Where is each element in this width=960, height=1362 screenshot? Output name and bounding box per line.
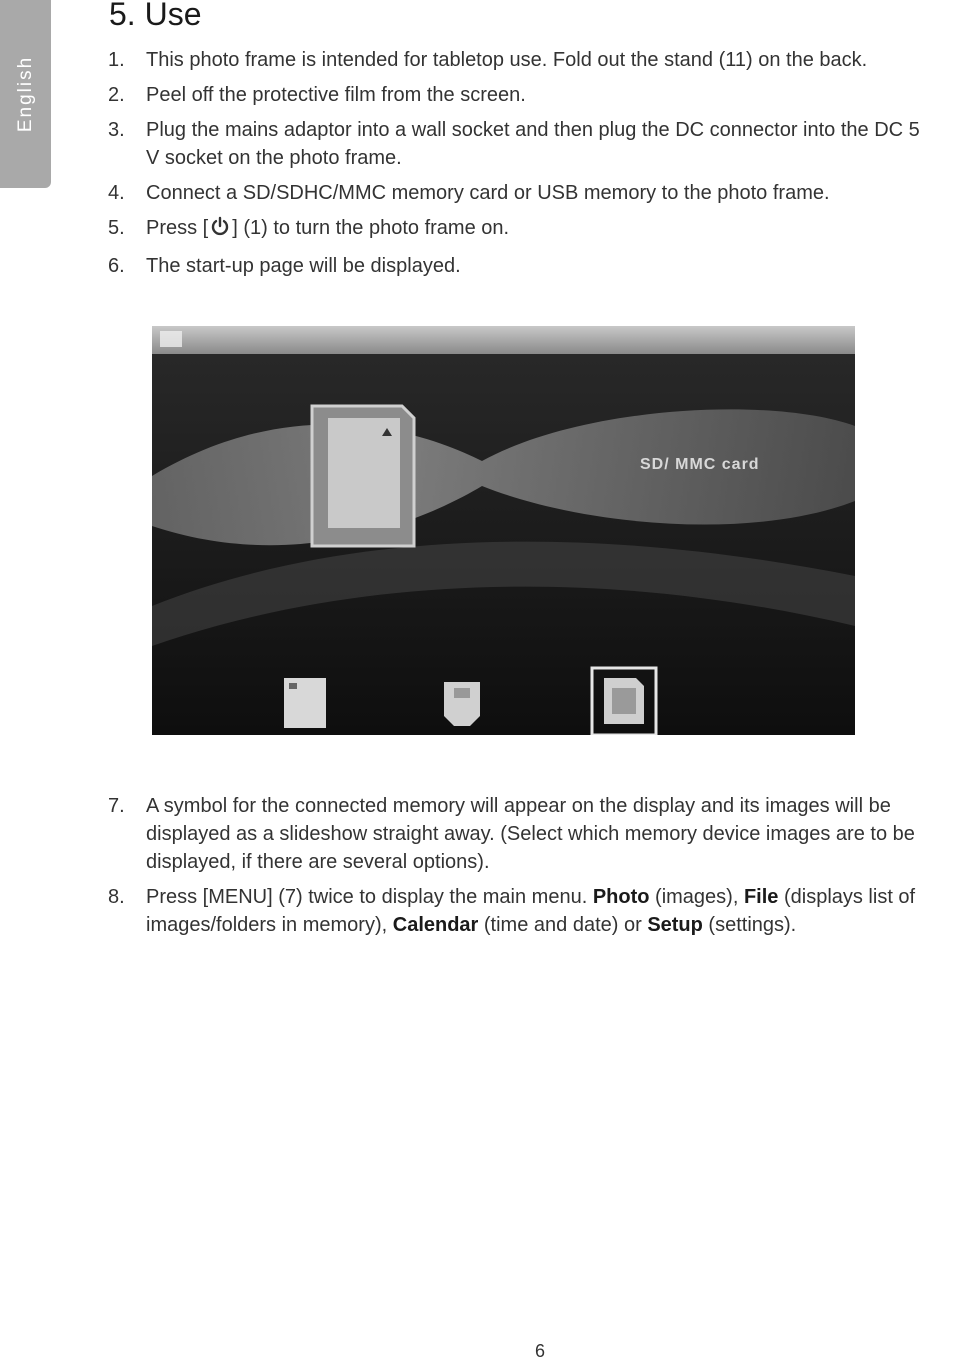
step-2 [108, 81, 928, 109]
step-number: 8. [108, 886, 125, 908]
step-7 [108, 792, 928, 876]
sd-mmc-card-label: SD/ MMC card [640, 456, 760, 473]
step-text: Peel off the protective film from the screen. [146, 84, 526, 106]
step-text: (displays list of images/folders in memory), [146, 886, 916, 936]
step-6 [108, 252, 928, 280]
step-4 [108, 179, 928, 207]
step-number: 5. [108, 217, 125, 239]
step-5 [108, 214, 928, 245]
file-term: File [743, 886, 779, 908]
step-number: 3. [108, 119, 125, 141]
calendar-term: Calendar [392, 914, 479, 936]
step-text-before: Press [ [146, 217, 209, 239]
step-text: This photo frame is intended for tabletop use. Fold out the stand (11) on the back. [146, 49, 868, 71]
step-number: 4. [108, 182, 125, 204]
large-sd-card-icon [312, 406, 414, 546]
startup-screen [152, 326, 855, 735]
step-text: (settings). [702, 914, 797, 936]
page-number: 6 [535, 1341, 546, 1361]
setup-term: Setup [647, 914, 703, 936]
step-text: Plug the mains adaptor into a wall socket and then plug the DC connector into the DC 5 V socket on the photo frame. [146, 119, 920, 169]
usb-icon [444, 682, 480, 726]
step-text: (time and date) or [478, 914, 648, 936]
top-bar [152, 326, 855, 354]
step-8 [108, 883, 928, 939]
startup-screen-graphic [152, 326, 855, 735]
power-icon [210, 216, 230, 245]
step-number: 7. [108, 795, 125, 817]
step-3 [108, 116, 928, 172]
step-text: A symbol for the connected memory will appear on the display and its images will be displayed as a slideshow straight away. (Select which memory device images are to be displayed, if there are several options). [146, 795, 915, 873]
step-number: 2. [108, 84, 125, 106]
steps-list-1 [108, 46, 928, 287]
step-1 [108, 46, 928, 74]
language-label: English [14, 55, 36, 133]
section-title: 5. Use [109, 0, 202, 32]
step-text: Connect a SD/SDHC/MMC memory card or USB memory to the photo frame. [146, 182, 830, 204]
steps-list-2 [108, 792, 928, 946]
memory-icon [284, 678, 326, 728]
step-text: The start-up page will be displayed. [146, 255, 461, 277]
photo-term: Photo [592, 886, 650, 908]
step-number: 1. [108, 49, 125, 71]
step-number: 6. [108, 255, 125, 277]
step-text-after: ] (1) to turn the photo frame on. [232, 217, 510, 239]
step-text: Press [MENU] (7) twice to display the main menu. [146, 886, 593, 908]
step-text: (images), [649, 886, 744, 908]
language-tab [0, 0, 51, 188]
